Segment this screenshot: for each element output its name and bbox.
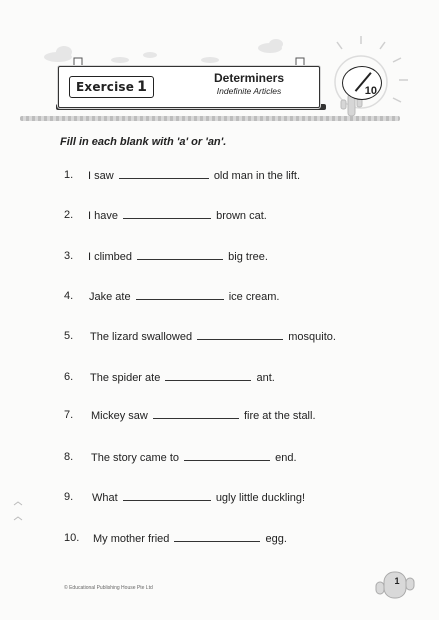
question-row	[0, 209, 439, 225]
question-number: 2.	[64, 209, 74, 221]
answer-blank[interactable]	[119, 169, 209, 179]
question-row	[0, 371, 439, 387]
question-row	[0, 491, 439, 507]
question-text-before: I saw	[88, 170, 114, 182]
question-text-after: ugly little duckling!	[215, 492, 306, 504]
question-row	[0, 330, 439, 346]
answer-blank[interactable]	[136, 290, 224, 300]
question-text-before: The story came to	[91, 452, 180, 464]
question-text-after: fire at the stall.	[243, 410, 316, 422]
question-text-after: big tree.	[228, 251, 268, 263]
answer-blank[interactable]	[184, 451, 270, 461]
question-text-before: The lizard swallowed	[90, 331, 193, 343]
question-text-after: ice cream.	[228, 291, 280, 303]
header-banner	[58, 66, 320, 108]
question-text-before: Mickey saw	[91, 410, 148, 422]
question-row	[0, 532, 439, 548]
question-text-before: What	[92, 492, 118, 504]
exercise-number: 1	[137, 79, 148, 95]
instruction-text: Fill in each blank with 'a' or 'an'.	[60, 136, 227, 148]
question-text-after: brown cat.	[216, 210, 267, 222]
question-number: 8.	[64, 451, 74, 463]
question-number: 4.	[64, 290, 74, 302]
question-number: 6.	[64, 371, 74, 383]
question-text-after: old man in the lift.	[213, 170, 301, 182]
exercise-badge	[69, 76, 154, 98]
question-text-before: My mother fried	[93, 533, 170, 545]
answer-blank[interactable]	[153, 409, 239, 419]
question-row	[0, 451, 439, 467]
question-row	[0, 250, 439, 266]
question-text-after: mosquito.	[288, 331, 336, 343]
question-row	[0, 290, 439, 306]
question-text-after: ant.	[256, 372, 275, 384]
question-text-after: end.	[275, 452, 297, 464]
question-text-before: I climbed	[88, 251, 133, 263]
question-number: 1.	[64, 169, 74, 181]
question-row	[0, 409, 439, 425]
question-text-before: Jake ate	[89, 291, 131, 303]
answer-blank[interactable]	[174, 532, 260, 542]
answer-blank[interactable]	[197, 330, 283, 340]
page-number: 1	[394, 576, 400, 586]
answer-blank[interactable]	[123, 491, 211, 501]
answer-blank[interactable]	[165, 371, 251, 381]
copyright-text: © Educational Publishing House Pte Ltd	[64, 585, 153, 591]
question-text-after: egg.	[265, 533, 287, 545]
title-block	[189, 71, 309, 96]
page-subtitle: Indefinite Articles	[216, 86, 282, 96]
question-number: 9.	[64, 491, 74, 503]
question-number: 3.	[64, 250, 74, 262]
answer-blank[interactable]	[123, 209, 211, 219]
question-text-before: The spider ate	[90, 372, 161, 384]
ground-strip	[20, 116, 400, 121]
question-row	[0, 169, 439, 185]
question-number: 7.	[64, 409, 74, 421]
exercise-label: Exercise	[76, 80, 135, 94]
score-circle	[342, 66, 382, 100]
question-text-before: I have	[88, 210, 118, 222]
question-number: 5.	[64, 330, 74, 342]
answer-blank[interactable]	[137, 250, 223, 260]
question-number: 10.	[64, 532, 80, 544]
score-total: 10	[364, 85, 377, 97]
page-title: Determiners	[213, 71, 285, 85]
